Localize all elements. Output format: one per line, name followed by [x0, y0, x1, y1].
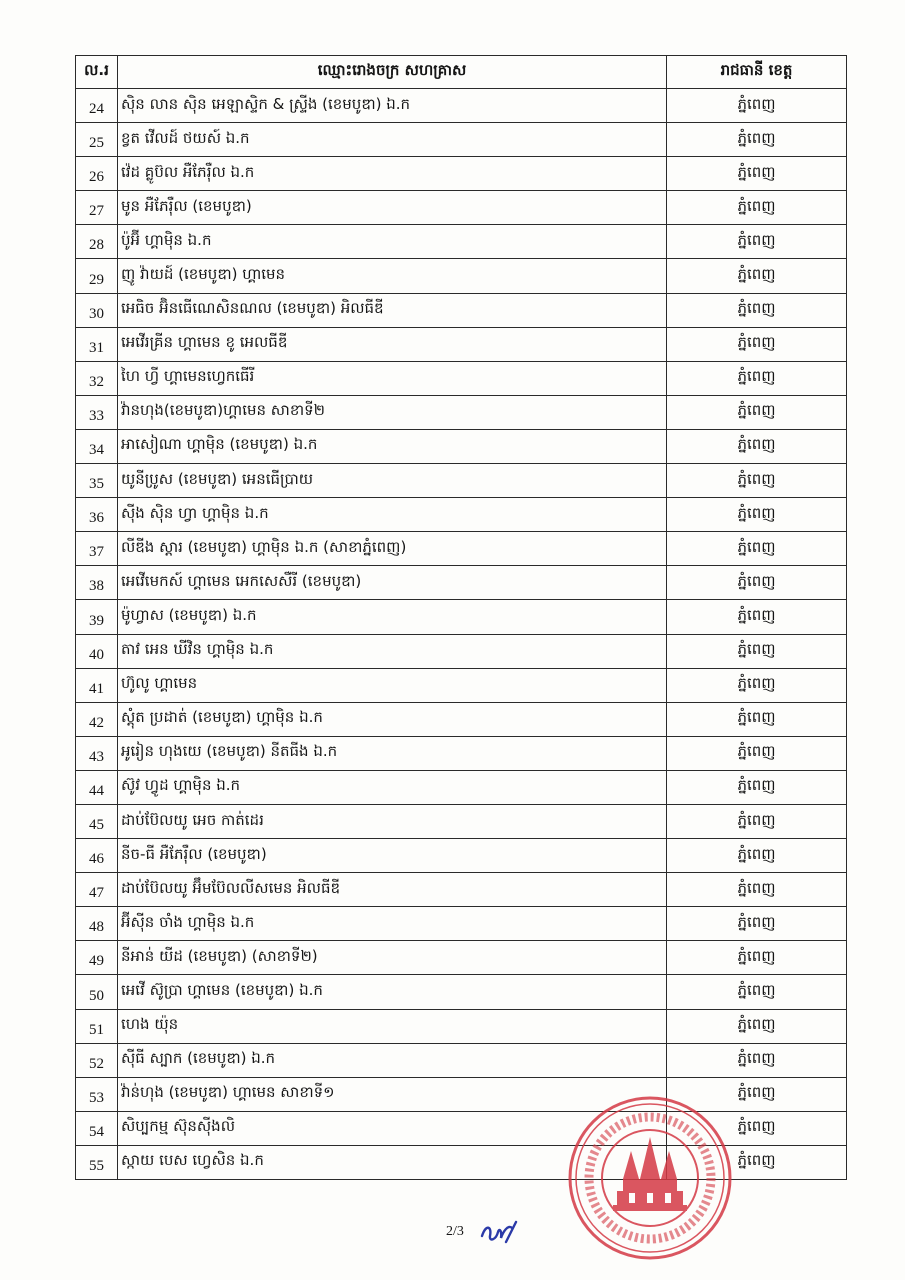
table-row	[76, 498, 847, 532]
row-province: ភ្នំពេញ	[667, 293, 847, 327]
table-row	[76, 907, 847, 941]
signature-icon	[476, 1218, 522, 1248]
row-number: 31	[76, 327, 118, 361]
table-row	[76, 873, 847, 907]
row-province: ភ្នំពេញ	[667, 770, 847, 804]
row-number: 55	[76, 1145, 118, 1179]
table-row	[76, 225, 847, 259]
row-province: ភ្នំពេញ	[667, 395, 847, 429]
row-company-name: វ៉េដ គ្លូប៊ល អឺភែរ៉ឺល ឯ.ក	[118, 157, 667, 191]
row-company-name: ដាប់ប៊ែលយូ អេច កាត់ដេរ	[118, 804, 667, 838]
row-province: ភ្នំពេញ	[667, 429, 847, 463]
row-number: 24	[76, 89, 118, 123]
row-province: ភ្នំពេញ	[667, 804, 847, 838]
row-province: ភ្នំពេញ	[667, 634, 847, 668]
row-province: ភ្នំពេញ	[667, 1077, 847, 1111]
row-company-name: អេវើ ស៊ូប្រា ហ្គាមេន (ខេមបូឌា) ឯ.ក	[118, 975, 667, 1009]
row-province: ភ្នំពេញ	[667, 361, 847, 395]
row-province: ភ្នំពេញ	[667, 1145, 847, 1179]
row-province: ភ្នំពេញ	[667, 1043, 847, 1077]
table-row	[76, 327, 847, 361]
row-province: ភ្នំពេញ	[667, 1111, 847, 1145]
table-body	[76, 89, 847, 1180]
row-company-name: ដាប់ប៊ែលយូ អ៊ឹមប៊ែលលីសមេន អិលធីឌី	[118, 873, 667, 907]
table-row	[76, 941, 847, 975]
row-company-name: យូនីប្រូស (ខេមបូឌា) អេនធើប្រាយ	[118, 464, 667, 498]
table-header-row	[76, 56, 847, 89]
row-company-name: ស្កាយ បេស ហ្វេសិន ឯ.ក	[118, 1145, 667, 1179]
row-province: ភ្នំពេញ	[667, 702, 847, 736]
row-company-name: នីអាន់ យីដ (ខេមបូឌា) (សាខាទី២)	[118, 941, 667, 975]
row-province: ភ្នំពេញ	[667, 532, 847, 566]
row-province: ភ្នំពេញ	[667, 941, 847, 975]
row-company-name: អេវើរគ្រីន ហ្គាមេន ខូ អេលធីឌី	[118, 327, 667, 361]
factory-table	[75, 55, 847, 1180]
table-row	[76, 123, 847, 157]
table-row	[76, 1009, 847, 1043]
row-number: 42	[76, 702, 118, 736]
row-province: ភ្នំពេញ	[667, 89, 847, 123]
row-number: 26	[76, 157, 118, 191]
row-number: 30	[76, 293, 118, 327]
row-number: 54	[76, 1111, 118, 1145]
row-company-name: ស៊ិន លាន ស៊ិន អេឡាស្ទិក & ស្រ្ទីង (ខេមបូឌា) ឯ.ក	[118, 89, 667, 123]
row-company-name: វ៉ានហុង(ខេមបូឌា)ហ្គាមេន សាខាទី២	[118, 395, 667, 429]
table-row	[76, 157, 847, 191]
row-company-name: ខ្វត វើលដ៍ ថយស៍ ឯ.ក	[118, 123, 667, 157]
row-province: ភ្នំពេញ	[667, 668, 847, 702]
table-row	[76, 600, 847, 634]
row-province: ភ្នំពេញ	[667, 600, 847, 634]
row-company-name: ស្តុំត ប្រដាត់ (ខេមបូឌា) ហ្គាម៉ិន ឯ.ក	[118, 702, 667, 736]
document-sheet	[75, 55, 846, 1180]
table-row	[76, 702, 847, 736]
table-row	[76, 668, 847, 702]
header-company-name: ឈ្មោះរោងចក្រ សហគ្រាស	[118, 56, 667, 89]
table-row	[76, 395, 847, 429]
row-company-name: វ៉ាន់ហុង (ខេមបូឌា) ហ្គាមេន សាខាទី១	[118, 1077, 667, 1111]
row-company-name: តាវ អេន ឃីវិន ហ្គាម៉ិន ឯ.ក	[118, 634, 667, 668]
row-province: ភ្នំពេញ	[667, 907, 847, 941]
row-company-name: ស៊ូវ ហ្វូដ ហ្គាម៉ិន ឯ.ក	[118, 770, 667, 804]
table-row	[76, 89, 847, 123]
row-province: ភ្នំពេញ	[667, 259, 847, 293]
row-number: 28	[76, 225, 118, 259]
row-province: ភ្នំពេញ	[667, 975, 847, 1009]
row-company-name: មូន អឺភែរ៉ឺល (ខេមបូឌា)	[118, 191, 667, 225]
row-company-name: អេធិច អ៊ិនធើណេសិនណល (ខេមបូឌា) អិលធីឌី	[118, 293, 667, 327]
row-company-name: ម៉ូហ្វាស (ខេមបូឌា) ឯ.ក	[118, 600, 667, 634]
row-province: ភ្នំពេញ	[667, 327, 847, 361]
table-row	[76, 361, 847, 395]
table-row	[76, 736, 847, 770]
row-province: ភ្នំពេញ	[667, 225, 847, 259]
row-number: 36	[76, 498, 118, 532]
table-row	[76, 293, 847, 327]
row-number: 52	[76, 1043, 118, 1077]
row-number: 40	[76, 634, 118, 668]
row-province: ភ្នំពេញ	[667, 839, 847, 873]
row-number: 34	[76, 429, 118, 463]
row-company-name: អាសៀណា ហ្គាម៉ិន (ខេមបូឌា) ឯ.ក	[118, 429, 667, 463]
table-row	[76, 464, 847, 498]
row-number: 37	[76, 532, 118, 566]
row-province: ភ្នំពេញ	[667, 566, 847, 600]
row-number: 44	[76, 770, 118, 804]
row-province: ភ្នំពេញ	[667, 736, 847, 770]
row-number: 53	[76, 1077, 118, 1111]
row-number: 45	[76, 804, 118, 838]
row-number: 33	[76, 395, 118, 429]
row-company-name: សិប្បកម្ម ស៊ុនស៊ីងលិ	[118, 1111, 667, 1145]
row-company-name: ប៉ូអ៊ី ហ្គាម៉ិន ឯ.ក	[118, 225, 667, 259]
table-row	[76, 566, 847, 600]
row-province: ភ្នំពេញ	[667, 498, 847, 532]
row-company-name: ញូ វ៉ាយដ៍ (ខេមបូឌា) ហ្គាមេន	[118, 259, 667, 293]
row-province: ភ្នំពេញ	[667, 1009, 847, 1043]
table-row	[76, 532, 847, 566]
row-number: 49	[76, 941, 118, 975]
row-province: ភ្នំពេញ	[667, 464, 847, 498]
row-number: 46	[76, 839, 118, 873]
row-number: 38	[76, 566, 118, 600]
table-row	[76, 770, 847, 804]
row-number: 25	[76, 123, 118, 157]
row-company-name: អ៊ីស៊ីន ចាំង ហ្គាម៉ិន ឯ.ក	[118, 907, 667, 941]
table-row	[76, 839, 847, 873]
row-company-name: ហ៊ូលូ ហ្គាមេន	[118, 668, 667, 702]
row-number: 50	[76, 975, 118, 1009]
table-row	[76, 1043, 847, 1077]
row-number: 35	[76, 464, 118, 498]
row-company-name: ស៊ីធី ស្បាក (ខេមបូឌា) ឯ.ក	[118, 1043, 667, 1077]
table-row	[76, 259, 847, 293]
row-company-name: ហៃ ហ្វី ហ្គាមេនហ្វេកធើរី	[118, 361, 667, 395]
row-number: 51	[76, 1009, 118, 1043]
table-row	[76, 634, 847, 668]
row-number: 39	[76, 600, 118, 634]
row-number: 48	[76, 907, 118, 941]
ministry-seal-icon	[565, 1093, 735, 1263]
row-number: 27	[76, 191, 118, 225]
row-company-name: លីឌីង ស្តារ (ខេមបូឌា) ហ្គាម៉ិន ឯ.ក (សាខាភ្នំពេញ)	[118, 532, 667, 566]
table-row	[76, 975, 847, 1009]
row-province: ភ្នំពេញ	[667, 191, 847, 225]
row-company-name: នីច-ធី អឺភែរ៉ឺល (ខេមបូឌា)	[118, 839, 667, 873]
table-row	[76, 191, 847, 225]
row-number: 32	[76, 361, 118, 395]
row-province: ភ្នំពេញ	[667, 123, 847, 157]
row-company-name: ហេង យ៉ុន	[118, 1009, 667, 1043]
row-company-name: អូរៀន ហុងយេ (ខេមបូឌា) នីតធីង ឯ.ក	[118, 736, 667, 770]
row-province: ភ្នំពេញ	[667, 873, 847, 907]
row-number: 43	[76, 736, 118, 770]
row-province: ភ្នំពេញ	[667, 157, 847, 191]
row-company-name: អេវើមេកស៍ ហ្គាមេន អេកសេសឺរី (ខេមបូឌា)	[118, 566, 667, 600]
row-company-name: ស៊ីង ស៊ិន ហ្វា ហ្គាម៉ិន ឯ.ក	[118, 498, 667, 532]
header-province: រាជធានី ខេត្ត	[667, 56, 847, 89]
table-row	[76, 804, 847, 838]
row-number: 47	[76, 873, 118, 907]
row-number: 41	[76, 668, 118, 702]
row-number: 29	[76, 259, 118, 293]
page-number: 2/3	[446, 1224, 464, 1239]
header-number: ល.រ	[76, 56, 118, 89]
table-row	[76, 429, 847, 463]
